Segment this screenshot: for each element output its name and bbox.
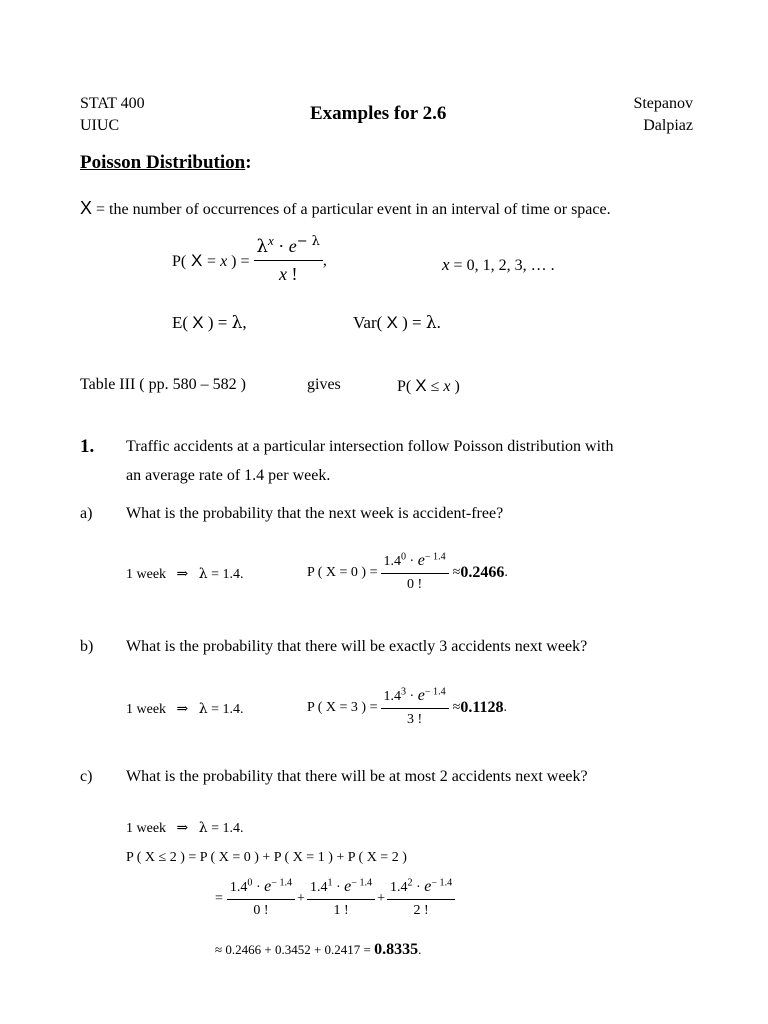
part-a-fraction: $\frac{1.4^0 \cdot e^{- 1.4}}{0 !}$ (381, 552, 449, 593)
page-title: Examples for 2.6 (310, 103, 447, 124)
table-reference: Table III ( pp. 580 – 582 ) (80, 376, 246, 393)
header-author-2: Dalpiaz (643, 117, 693, 134)
part-c-term-2: $\frac{1.4^2 \cdot e^{- 1.4}}{2 !}$ (387, 878, 455, 919)
header-school: UIUC (80, 117, 120, 134)
definition-text: = the number of occurrences of a particular event in an interval of time or space. (92, 201, 611, 218)
header-author-1: Stepanov (633, 95, 693, 112)
part-c-term-1: $\frac{1.4^1 \cdot e^{- 1.4}}{1 !}$ (307, 878, 375, 919)
part-c-sum-definition: P ( X ≤ 2 ) = P ( X = 0 ) + P ( X = 1 ) + P ( X = 2 ) (126, 850, 407, 865)
part-b-rate: 1 week ⇒ λ = 1.4. (126, 701, 244, 717)
part-b-label: b) (80, 638, 94, 655)
section-heading-text: Poisson Distribution (80, 152, 246, 173)
part-b-fraction: $\frac{1.4^3 \cdot e^{- 1.4}}{3 !}$ (381, 687, 449, 728)
part-a-result: 0.2466 (460, 563, 505, 581)
part-c-rate: 1 week ⇒ λ = 1.4. (126, 820, 244, 836)
pmf-lhs: P( X = x ) = (172, 250, 250, 270)
part-b-result: 0.1128 (460, 698, 504, 716)
implies-icon: ⇒ (176, 566, 189, 582)
part-c-label: c) (80, 768, 93, 785)
part-a-question: What is the probability that the next week is accident-free? (126, 505, 504, 522)
pmf-comma: , (322, 251, 327, 269)
header-course: STAT 400 (80, 95, 145, 112)
problem-number: 1. (80, 436, 95, 457)
problem-text-line-1: Traffic accidents at a particular intersection follow Poisson distribution with (126, 438, 614, 455)
section-heading (80, 152, 252, 174)
pmf-numerator: $\lambda^x \cdot e^{- \lambda}$ (254, 236, 323, 261)
pmf-support: x = 0, 1, 2, 3, … . (442, 255, 555, 274)
part-a-rate: 1 week ⇒ λ = 1.4. (126, 566, 244, 582)
variance-formula: Var( X ) = λ. (353, 313, 441, 333)
implies-icon: ⇒ (176, 701, 189, 717)
table-gives: gives (307, 376, 341, 393)
part-c-term-0: $\frac{1.4^0 \cdot e^{- 1.4}}{0 !}$ (227, 878, 295, 919)
mean-formula: E( X ) = λ, (172, 313, 247, 333)
problem-text-line-2: an average rate of 1.4 per week. (126, 467, 331, 484)
section-heading-colon: : (245, 152, 252, 173)
part-c-sum-result: ≈ 0.2466 + 0.3452 + 0.2417 = 0.8335. (215, 941, 422, 958)
definition-line (80, 198, 611, 219)
pmf-formula (172, 232, 327, 285)
part-a-label: a) (80, 505, 93, 522)
part-c-question: What is the probability that there will be at most 2 accidents next week? (126, 768, 588, 785)
pmf-denominator: x ! (278, 264, 298, 284)
definition-variable: X (80, 198, 93, 218)
pmf-fraction (254, 232, 323, 285)
part-b-formula: P ( X = 3 ) = $\frac{1.4^3 \cdot e^{- 1.4}}{3 !}$ ≈ 0.1128 . (307, 686, 507, 727)
implies-icon: ⇒ (176, 820, 189, 836)
part-a-formula: P ( X = 0 ) = $\frac{1.4^0 \cdot e^{- 1.4}}{0 !}$ ≈ 0.2466 . (307, 551, 508, 592)
part-b-question: What is the probability that there will be exactly 3 accidents next week? (126, 638, 588, 655)
table-cdf: P( X ≤ x ) (397, 376, 460, 395)
part-c-expansion: = $\frac{1.4^0 \cdot e^{- 1.4}}{0 !}$ + $\frac{1.4^1 \cdot e^{- 1.4}}{1 !}$ + $\frac{1.4^2 \cdot e^{- 1.4}}{2 !}$ (215, 878, 455, 919)
part-c-result: 0.8335 (374, 941, 419, 958)
